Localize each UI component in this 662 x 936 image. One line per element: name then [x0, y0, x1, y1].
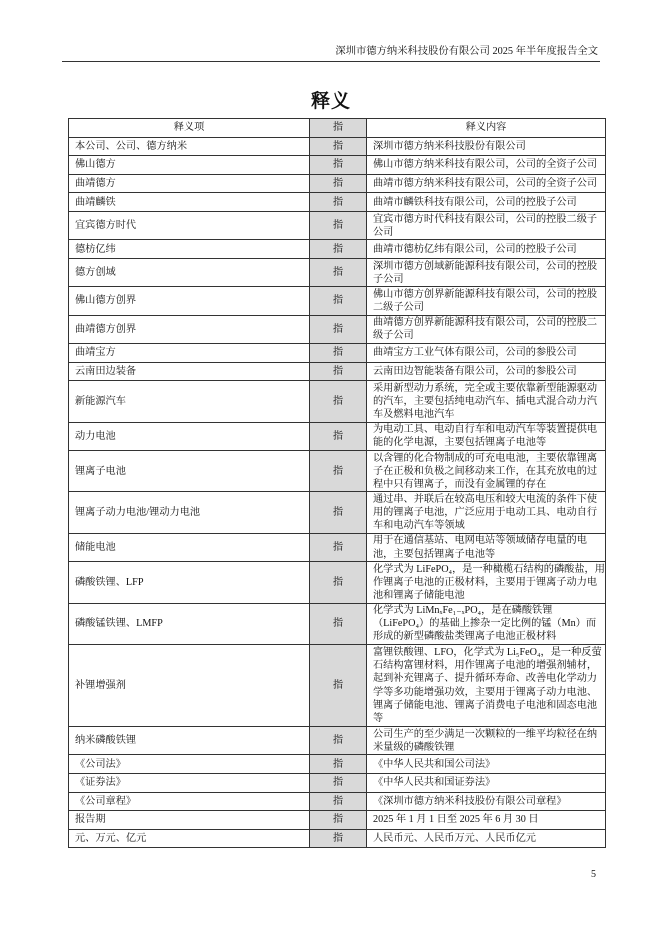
definition-line: 采用新型动力系统，完全或主要依靠新型能源驱动	[373, 382, 598, 394]
column-header-content: 释义内容	[367, 119, 606, 138]
definition-line: 锂离子储能电池、锂离子消费电子电池和固态电池	[373, 699, 598, 711]
definition-term: 磷酸锰铁锂、LMFP	[69, 603, 310, 644]
definition-line: 《中华人民共和国公司法》	[373, 758, 496, 770]
table-row	[69, 258, 606, 286]
definition-ref: 指	[310, 344, 367, 363]
header-divider	[62, 61, 600, 62]
definition-line: 程中只有锂离子，而没有金属锂的存在	[373, 478, 547, 490]
definition-term: 报告期	[69, 811, 310, 830]
definition-ref: 指	[310, 492, 367, 533]
definition-line: 公司	[373, 226, 394, 238]
definition-content	[367, 287, 606, 315]
page-number: 5	[591, 869, 596, 880]
definition-ref: 指	[310, 193, 367, 212]
definition-line: 《深圳市德方纳米科技股份有限公司章程》	[373, 795, 567, 807]
definition-ref: 指	[310, 562, 367, 603]
definition-term: 《证券法》	[69, 774, 310, 793]
definition-line: 为电动工具、电动自行车和电动汽车等装置提供电	[373, 424, 598, 436]
definition-ref: 指	[310, 258, 367, 286]
table-row	[69, 211, 606, 239]
definition-line: 能的化学电源，主要包括锂离子电池等	[373, 437, 547, 449]
definition-term: 《公司章程》	[69, 792, 310, 811]
definition-content	[367, 240, 606, 259]
definition-content	[367, 451, 606, 492]
definition-ref: 指	[310, 381, 367, 422]
definition-content	[367, 562, 606, 603]
definition-line: 米量级的磷酸铁锂	[373, 741, 455, 753]
definition-line: 曲靖市德枋亿纬有限公司，公司的控股子公司	[373, 243, 577, 255]
definition-line: 通过串、并联后在较高电压和较大电流的条件下使	[373, 494, 598, 506]
table-header-row	[69, 119, 606, 138]
table-row	[69, 755, 606, 774]
definition-content	[367, 645, 606, 727]
table-row	[69, 645, 606, 727]
definition-content	[367, 315, 606, 343]
definition-line: 形成的新型磷酸盐类锂离子电池正极材料	[373, 631, 557, 643]
definition-ref: 指	[310, 211, 367, 239]
definition-ref: 指	[310, 422, 367, 450]
definition-line: 池，主要包括锂离子电池等	[373, 548, 496, 560]
definition-line: 用的锂离子电池，广泛应用于电动工具、电动自行	[373, 507, 598, 519]
definition-term: 补锂增强剂	[69, 645, 310, 727]
definition-line: （LiFePO₄）的基础上掺杂一定比例的锰（Mn）而	[373, 618, 597, 630]
table-row	[69, 727, 606, 755]
table-row	[69, 240, 606, 259]
definition-term: 纳米磷酸铁锂	[69, 727, 310, 755]
definition-content	[367, 381, 606, 422]
table-row	[69, 533, 606, 561]
definition-line: 池和锂离子储能电池	[373, 590, 465, 601]
definition-ref: 指	[310, 156, 367, 175]
definition-term: 锂离子动力电池/锂动力电池	[69, 492, 310, 533]
definition-content	[367, 603, 606, 644]
table-row	[69, 137, 606, 156]
definition-line: 车及燃料电池汽车	[373, 409, 455, 421]
definition-term: 锂离子电池	[69, 451, 310, 492]
definition-content	[367, 422, 606, 450]
definition-content	[367, 362, 606, 381]
definition-line: 富锂铁酸锂、LFO，化学式为 Li₅FeO₄，是一种反萤	[373, 647, 602, 659]
definition-line: 子在正极和负极之间移动来工作，在其充放电的过	[373, 465, 598, 477]
definition-ref: 指	[310, 315, 367, 343]
definition-term: 德方创域	[69, 258, 310, 286]
definition-ref: 指	[310, 727, 367, 755]
table-row	[69, 829, 606, 848]
definition-ref: 指	[310, 645, 367, 727]
definition-line: 级子公司	[373, 330, 414, 342]
table-row	[69, 451, 606, 492]
definition-ref: 指	[310, 811, 367, 830]
definition-line: 公司生产的至少满足一次颗粒的一维平均粒径在纳	[373, 728, 598, 740]
table-row	[69, 287, 606, 315]
definition-term: 佛山德方创界	[69, 287, 310, 315]
definition-ref: 指	[310, 362, 367, 381]
definition-ref: 指	[310, 533, 367, 561]
table-row	[69, 362, 606, 381]
definition-content	[367, 193, 606, 212]
definition-line: 车和电动汽车等领域	[373, 520, 465, 532]
definition-line: 等	[373, 712, 384, 724]
table-row	[69, 174, 606, 193]
definitions-table-body	[69, 137, 606, 848]
definition-line: 二级子公司	[373, 302, 424, 314]
definition-term: 曲靖麟铁	[69, 193, 310, 212]
definition-ref: 指	[310, 829, 367, 848]
definition-line: 子公司	[373, 273, 404, 285]
column-header-ref: 指	[310, 119, 367, 138]
definition-line: 深圳市德方创域新能源科技有限公司，公司的控股	[373, 260, 598, 272]
definition-ref: 指	[310, 755, 367, 774]
definition-content	[367, 344, 606, 363]
definition-term: 本公司、公司、德方纳米	[69, 137, 310, 156]
definition-content	[367, 137, 606, 156]
definition-term: 佛山德方	[69, 156, 310, 175]
table-row	[69, 562, 606, 603]
definition-ref: 指	[310, 603, 367, 644]
definition-term: 磷酸铁锂、LFP	[69, 562, 310, 603]
definition-line: 石结构富锂材料，用作锂离子电池的增强剂辅材，	[373, 660, 598, 672]
definition-line: 云南田边智能装备有限公司，公司的参股公司	[373, 365, 577, 377]
definition-content	[367, 258, 606, 286]
definition-content	[367, 774, 606, 793]
definition-line: 曲靖市麟铁科技有限公司，公司的控股子公司	[373, 196, 577, 208]
definition-ref: 指	[310, 451, 367, 492]
table-row	[69, 422, 606, 450]
page-title: 释义	[310, 91, 351, 112]
definition-line: 化学式为 LiFePO₄，是一种橄榄石结构的磷酸盐，用	[373, 563, 605, 575]
table-row	[69, 603, 606, 644]
column-header-term: 释义项	[69, 119, 310, 138]
definition-content	[367, 492, 606, 533]
definition-line: 人民币元、人民币万元、人民币亿元	[373, 833, 536, 845]
definition-term: 储能电池	[69, 533, 310, 561]
definition-term: 宜宾德方时代	[69, 211, 310, 239]
table-row	[69, 792, 606, 811]
definitions-table	[68, 118, 606, 848]
definition-line: 作锂离子电池的正极材料，主要用于锂离子动力电	[373, 576, 598, 588]
table-row	[69, 381, 606, 422]
definition-content	[367, 792, 606, 811]
definition-line: 佛山市德方创界新能源科技有限公司，公司的控股	[373, 288, 598, 300]
definition-line: 2025 年 1 月 1 日至 2025 年 6 月 30 日	[373, 814, 539, 826]
definition-content	[367, 727, 606, 755]
definition-term: 云南田边装备	[69, 362, 310, 381]
definitions-table-header	[69, 119, 606, 138]
definition-term: 德枋亿纬	[69, 240, 310, 259]
table-row	[69, 156, 606, 175]
definition-line: 佛山市德方纳米科技有限公司，公司的全资子公司	[373, 159, 598, 171]
definition-ref: 指	[310, 774, 367, 793]
definition-line: 用于在通信基站、电网电站等领域储存电量的电	[373, 535, 587, 547]
definition-ref: 指	[310, 792, 367, 811]
definition-term: 曲靖宝方	[69, 344, 310, 363]
table-row	[69, 193, 606, 212]
definition-term: 《公司法》	[69, 755, 310, 774]
definition-term: 曲靖德方	[69, 174, 310, 193]
definition-ref: 指	[310, 137, 367, 156]
table-row	[69, 774, 606, 793]
definition-content	[367, 174, 606, 193]
definition-line: 的汽车，主要包括纯电动汽车、插电式混合动力汽	[373, 395, 598, 407]
definition-content	[367, 211, 606, 239]
table-row	[69, 315, 606, 343]
definition-ref: 指	[310, 174, 367, 193]
definition-term: 动力电池	[69, 422, 310, 450]
definition-line: 宜宾市德方时代科技有限公司，公司的控股二级子	[373, 213, 598, 225]
definition-line: 曲靖市德方纳米科技有限公司，公司的全资子公司	[373, 178, 598, 190]
definition-content	[367, 156, 606, 175]
definition-ref: 指	[310, 240, 367, 259]
running-header: 深圳市德方纳米科技股份有限公司 2025 年半年度报告全文	[335, 46, 598, 57]
definition-term: 元、万元、亿元	[69, 829, 310, 848]
table-row	[69, 344, 606, 363]
definition-content	[367, 533, 606, 561]
table-row	[69, 492, 606, 533]
definition-line: 起到补充锂离子、提升循环寿命、改善电化学动力	[373, 673, 598, 685]
definition-line: 曲靖宝方工业气体有限公司，公司的参股公司	[373, 347, 577, 359]
definition-term: 新能源汽车	[69, 381, 310, 422]
table-row	[69, 811, 606, 830]
definition-line: 以含锂的化合物制成的可充电电池，主要依靠锂离	[373, 452, 598, 464]
definition-content	[367, 755, 606, 774]
definition-line: 学等多功能增强功效，主要用于锂离子动力电池、	[373, 686, 598, 698]
definition-line: 化学式为 LiMnₓFe₁₋ₓPO₄，是在磷酸铁锂	[373, 605, 553, 617]
definition-content	[367, 811, 606, 830]
definition-line: 《中华人民共和国证券法》	[373, 777, 496, 789]
definition-term: 曲靖德方创界	[69, 315, 310, 343]
definition-ref: 指	[310, 287, 367, 315]
definition-line: 深圳市德方纳米科技股份有限公司	[373, 140, 526, 152]
definition-content	[367, 829, 606, 848]
definition-line: 曲靖德方创界新能源科技有限公司，公司的控股二	[373, 317, 598, 329]
